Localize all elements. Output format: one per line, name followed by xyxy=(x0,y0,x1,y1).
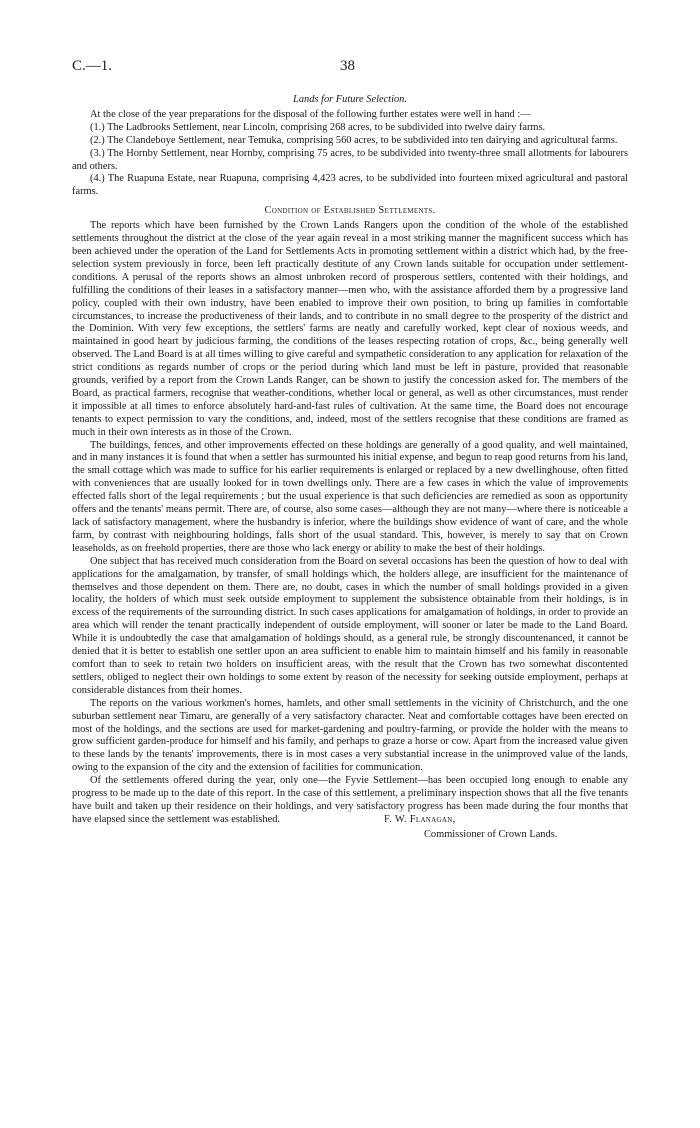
body-paragraph: Of the settlements offered during the year, only one—the Fyvie Settlement—has been occupied long enough to enable any progress to be made up to the date of this report. In the case of this settlement, a preliminary inspection shows that all the five tenants have built and taken up their residence on their holdings, and very satisfactory progress has been made during the four months that have elapsed since the settlement was established. xyxy=(72,775,628,825)
signature-block xyxy=(72,813,628,855)
signatory-title: Commissioner of Crown Lands. xyxy=(424,828,558,840)
page-header xyxy=(72,58,628,82)
document-reference: C.—1. xyxy=(72,58,113,74)
estate-item: (2.) The Clandeboye Settlement, near Temuka, comprising 560 acres, to be subdivided into ten dairying and agricultural farms. xyxy=(90,134,618,146)
section-title-condition: Condition of Established Settlements. xyxy=(264,205,436,217)
page-number: 38 xyxy=(340,58,355,74)
body-paragraph: The reports which have been furnished by the Crown Lands Rangers upon the condition of the whole of the established settlements throughout the district at the close of the year again reveal in a most striking manner the magnificent success which has been achieved under the operation of the Land for Settlements Acts in promoting settlement within a district which had, by the free-selection system previously in force, been left practically destitute of any Crown lands suitable for occupation under settlement-conditions. A perusal of the reports shows an almost unbroken record of prosperous settlers, contented with their holdings, and fulfilling the conditions of their leases in a satisfactory manner—men who, with the assistance afforded them by a progressive land policy, coupled with their own industry, have been enabled to improve their own position, to bring up families in comfortable circumstances, to increase the productiveness of their lands, and to contribute in no small degree to the prosperity of the district and the Dominion. With very few exceptions, the settlers' farms are neatly and carefully worked, kept clear of noxious weeds, and maintained in good heart by judicious farming, the conditions of the leases respecting rotation of crops, &c., being generally well observed. The Land Board is at all times willing to give careful and sympathetic consideration to any application for relaxation of the strict conditions as regards number of crops or the period during which land must be left in pasture, provided that reasonable grounds, verified by a report from the Crown Lands Ranger, can be shown to justify the concession asked for. The members of the Board, as practical farmers, recognise that weather-conditions, whether local or general, as well as other circumstances, must render it impossible at all times to enforce absolutely hard-and-fast rules of cultivation. At the same time, the Board does not encourage tenants to expect permission to vary the conditions, and, indeed, most of the settlers recognise that these conditions are framed as much in their own interests as in those of the Crown. xyxy=(72,220,628,438)
estate-item: (1.) The Ladbrooks Settlement, near Lincoln, comprising 268 acres, to be subdivided into twelve dairy farms. xyxy=(90,121,546,133)
body-paragraph: The buildings, fences, and other improvements effected on these holdings are generally of a good quality, and well maintained, and in many instances it is found that when a settler has surmounted his initial expense, and begun to reap good returns from his land, the small cottage which was made to suffice for his earlier requirements is enlarged or replaced by a new dwellinghouse, often fitted with conveniences that are usually looked for in town dwellings only. There are a few cases in which the value of improvements effected falls short of the legal requirements ; but the usual experience is that such deficiencies are remedied as soon as opportunity offers and the tenants' means permit. There are, of course, also some cases—although they are not many—where there is noticeable a lack of satisfactory management, where the husbandry is inferior, where the buildings show evidence of want of care, and the whole farm, by contrast with neighbouring holdings, falls short of the usual standard. This, however, is merely to say that on Crown leaseholds, as on freehold properties, there are those who lack energy or ability to make the best of their holdings. xyxy=(72,439,628,554)
document-page xyxy=(72,58,628,855)
section-title-future-selection: Lands for Future Selection. xyxy=(293,94,407,105)
body-paragraph: One subject that has received much consideration from the Board on several occasions has been the question of how to deal with applications for the amalgamation, by transfer, of small holdings which, the holders allege, are insufficient for the maintenance of themselves and those dependent on them. There are, no doubt, cases in which the number of small holdings provided in a given locality, the holders of which must seek outside employment to supplement the subsistence obtainable from their holdings, is in excess of the requirements of the surrounding district. In such cases applications for amalgamation of holdings, in order to provide an area which will render the tenant practically independent of outside employment, will sooner or later be made to the Land Board. While it is undoubtedly the case that amalgamation of holdings should, as a general rule, be strongly discountenanced, it cannot be denied that it is better to establish one settler upon an area sufficient to enable him to maintain himself and his family in reasonable comfort than to seek to retain two holders on insufficient areas, with the result that the Crown has two somewhat discontented settlers, obliged to neglect their own holdings to some extent by reason of the necessity for seeking outside employment, perhaps at considerable distances from their homes. xyxy=(72,555,628,696)
body-paragraph: The reports on the various workmen's homes, hamlets, and other small settlements in the vicinity of Christchurch, and the one suburban settlement near Timaru, are generally of a very satisfactory character. Neat and comfortable cottages have been erected on most of the holdings, and the sections are used for market-gardening and poultry-farming, or provide the holder with the means to grow sufficient garden-produce for himself and his family, and perhaps to graze a horse or cow. Apart from the increased value given to these lands by the tenants' improvements, there is in most cases a very substantial increase in the unimproved value of the lands, owing to the expansion of the city and the extension of facilities for communication. xyxy=(72,697,628,774)
estate-item: (4.) The Ruapuna Estate, near Ruapuna, comprising 4,423 acres, to be subdivided into fourteen mixed agricultural and pastoral farms. xyxy=(72,173,628,198)
future-selection-intro: At the close of the year preparations for the disposal of the following further estates were well in hand :— xyxy=(90,108,531,120)
signatory-name: F. W. Flanagan, xyxy=(384,813,456,825)
estate-item: (3.) The Hornby Settlement, near Hornby, comprising 75 acres, to be subdivided into twenty-three small allotments for labourers and others. xyxy=(72,147,628,172)
